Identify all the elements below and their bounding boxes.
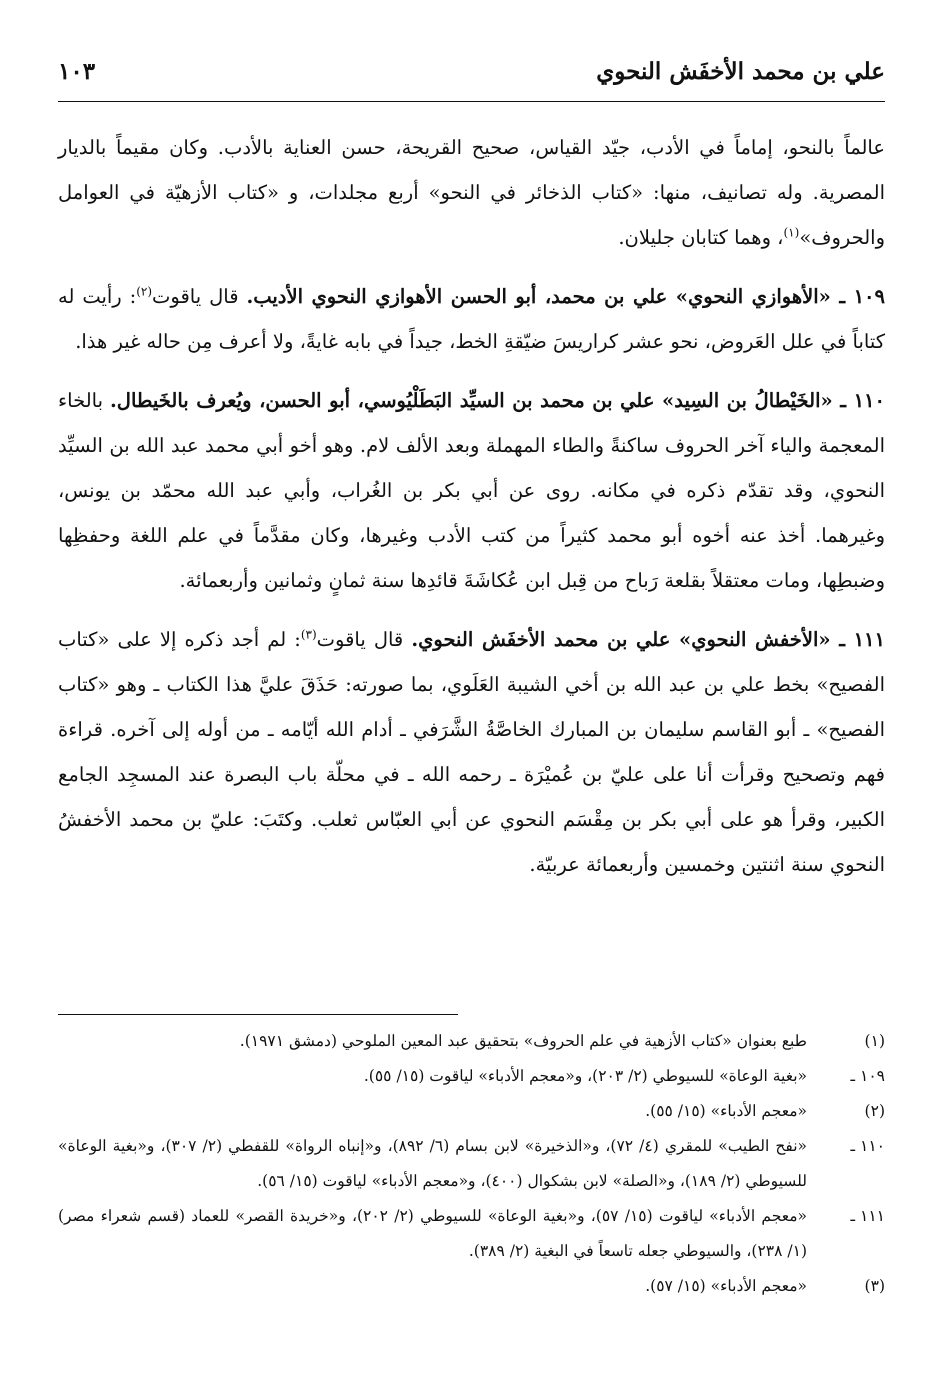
footnote-text: طبع بعنوان «كتاب الأزهية في علم الحروف» بتحقيق عبد المعين الملوحي (دمشق ١٩٧١). [239,1032,807,1050]
continued-paragraph [58,125,885,260]
footnote [58,1129,885,1199]
footnote-ref: (٢) [136,284,153,299]
running-header [58,50,885,102]
entry-heading: ١٠٩ ـ «الأهوازي النحوي» علي بن محمد، أبو الحسن الأهوازي النحوي الأديب. [246,285,885,308]
entry-text: : لم أجد ذكره إلا على «كتاب الفصيح» بخط علي بن عبد الله بن أخي الشيبة العَلَوي، بما صورته: حَذَقَ عليَّ هذا الكتاب ـ وهو «كتاب الفصيح» ـ أبو القاسم سليمان بن المبارك الخاصَّةُ الشَّرَفي ـ أدام الله أيّامه ـ من أوله إلى آخره. قراءة فهم وتصحيح وقرأت أنا على عليّ بن عُميْرَة ـ رحمه الله ـ في محلّة باب البصرة عند المسجِد الجامع الكبير، وقرأ هو على أبي بكر بن مِقْسَم النحوي عن أبي العبّاس ثعلب. وكتَبَ: عليّ بن محمد الأخفشُ النحوي سنة اثنتين وخمسين وأربعمائة عربيّة. [58,628,885,876]
page-number: ١٠٣ [58,58,96,85]
entry-text: : رأيت له كتاباً في علل العَروض، نحو عشر كراريسَ ضيّقةِ الخط، جيداً في بابه غايةً، ولا أعرف مِن حاله غير هذا. [58,285,885,353]
header-title: علي بن محمد الأخفَش النحوي [596,58,885,85]
entry-110 [58,378,885,603]
main-text [58,125,885,901]
entry-text: قال ياقوت [152,285,247,308]
paragraph-text: عالماً بالنحو، إماماً في الأدب، جيّد القياس، صحيح القريحة، حسن العناية بالأدب. وكان مقيماً بالديار المصرية. وله تصانيف، منها: «كتاب الذخائر في النحو» أربع مجلدات، و «كتاب الأزهيّة في العوامل والحروف» [58,136,885,249]
entry-text: بالخاء المعجمة والياء آخر الحروف ساكنةً والطاء المهملة وبعد الألف لام. وهو أخو أبي محمد عبد الله بن السيِّد النحوي، وقد تقدّم ذكره في مكانه. روى عن أبي بكر بن الغُراب، وأبي عبد الله محمّد بن يونس، وغيرهما. أخذ عنه أخوه أبو محمد كثيراً من كتب الأدب وغيرها، وكان مقدَّماً في علم اللغة وحفظِها وضبطِها، ومات معتقلاً بقلعة رَباح من قِبل ابن عُكاشَةَ قائدِها سنة ثمانٍ وثمانين وأربعمائة. [58,389,885,592]
footnote-text: «بغية الوعاة» للسيوطي (٢/ ٢٠٣)، و«معجم الأدباء» لياقوت (١٥/ ٥٥). [363,1067,807,1085]
footnote-text: «معجم الأدباء» (١٥/ ٥٥). [645,1102,807,1120]
footnote-mark: (٣) [864,1277,885,1295]
footnote-mark: ١١٠ ـ [850,1137,885,1155]
paragraph-tail: ، وهما كتابان جليلان. [618,226,784,249]
footnote [58,1024,885,1059]
footnote [58,1269,885,1304]
footnote-ref: (١) [783,225,800,240]
footnote-mark: ١١١ ـ [850,1207,885,1225]
entry-heading: ١١٠ ـ «الخَيْطالُ بن السِيد» علي بن محمد بن السيِّد البَطَلْيُوسي، أبو الحسن، ويُعرف بالخَيطال. [110,389,885,412]
footnote [58,1059,885,1094]
footnote [58,1199,885,1269]
entry-heading: ١١١ ـ «الأخفش النحوي» علي بن محمد الأخفَش النحوي. [411,628,885,651]
entry-111 [58,617,885,887]
entry-109 [58,274,885,364]
footnote [58,1094,885,1129]
footnote-mark: (١) [864,1032,885,1050]
footnote-separator [58,1014,458,1015]
header-rule [58,101,885,102]
footnote-text: «نفح الطيب» للمقري (٤/ ٧٢)، و«الذخيرة» لابن بسام (٦/ ٨٩٢)، و«إنباه الرواة» للقفطي (٢/ ٣٠٧)، و«بغية الوعاة» للسيوطي (٢/ ١٨٩)، و«الصلة» لابن بشكوال (٤٠٠)، و«معجم الأدباء» لياقوت (١٥/ ٥٦). [58,1137,808,1190]
footnote-text: «معجم الأدباء» لياقوت (١٥/ ٥٧)، و«بغية الوعاة» للسيوطي (٢/ ٢٠٢)، و«خريدة القصر» للعماد (قسم شعراء مصر) (١/ ٢٣٨)، والسيوطي جعله تاسعاً في البغية (٢/ ٣٨٩). [58,1207,807,1260]
footnote-text: «معجم الأدباء» (١٥/ ٥٧). [645,1277,807,1295]
footnote-mark: ١٠٩ ـ [850,1067,885,1085]
footnote-ref: (٣) [300,627,317,642]
entry-text: قال ياقوت [316,628,412,651]
footnote-mark: (٢) [864,1102,885,1120]
footnotes [58,1024,885,1304]
